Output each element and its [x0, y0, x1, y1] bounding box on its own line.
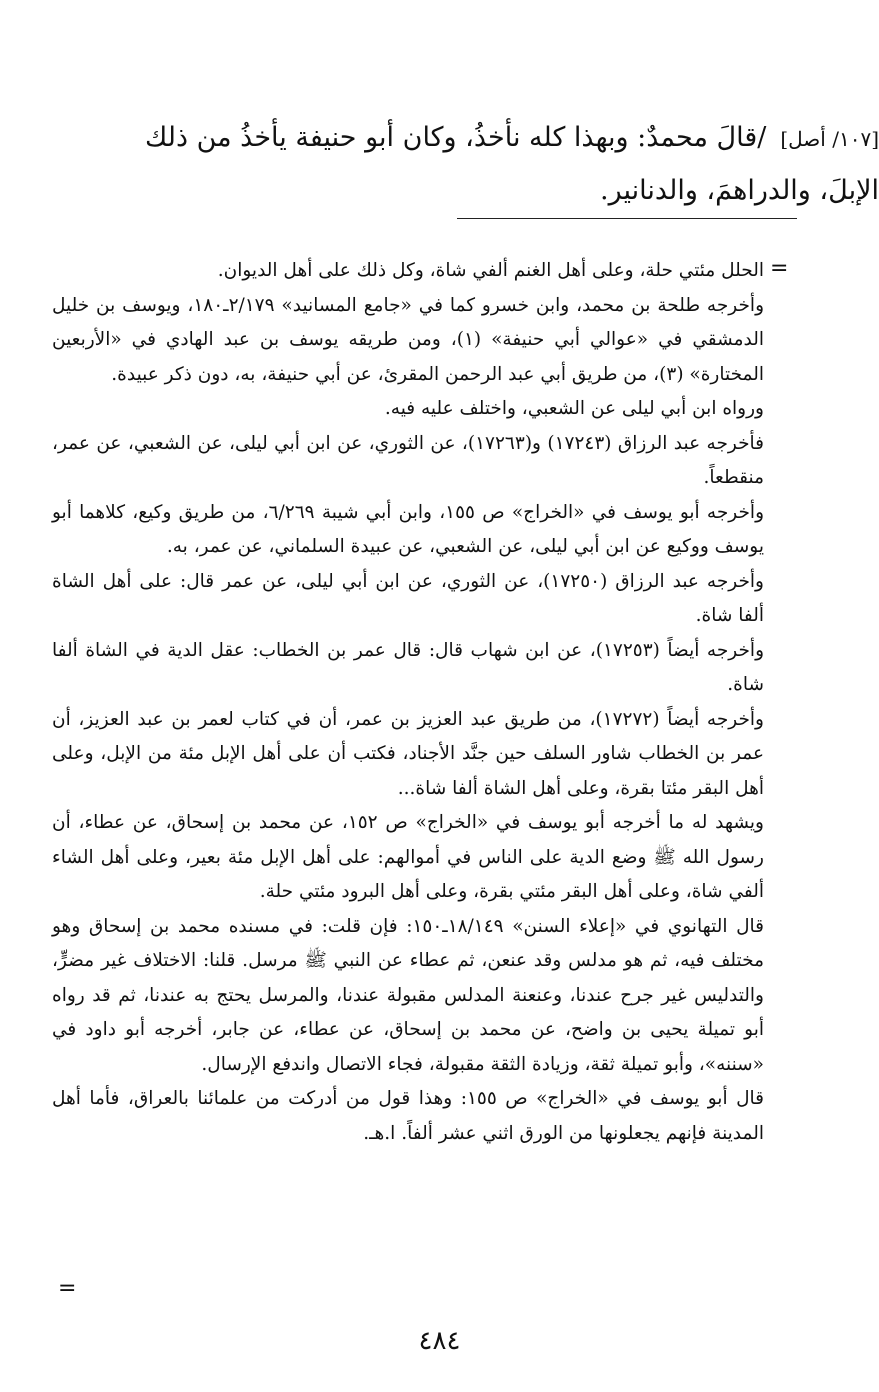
footnote-paragraph: وأخرجه طلحة بن محمد، وابن خسرو كما في «جامع المسانيد» ٢/١٧٩ـ١٨٠، ويوسف بن خليل الدمشقي في «عوالي أبي حنيفة» (١)، ومن طريقه يوسف بن عبد الهادي في «الأربعين المختارة» (٣)، من طريق أبي عبد الرحمن المقرئ، عن أبي حنيفة، به، دون ذكر عبيدة.: [52, 294, 765, 385]
footnote-paragraph: وأخرجه عبد الرزاق (١٧٢٥٠)، عن الثوري، عن ابن أبي ليلى، عن عمر قال: على أهل الشاة ألفا شاة.: [52, 570, 764, 626]
footnote-paragraph: وأخرجه أيضاً (١٧٢٥٣)، عن ابن شهاب قال: قال عمر بن الخطاب: عقل الدية في الشاة ألفا شاة.: [52, 639, 764, 695]
footnote-paragraph: قال أبو يوسف في «الخراج» ص ١٥٥: وهذا قول من أدركت من علمائنا بالعراق، فأما أهل المدينة فإنهم يجعلونها من الورق اثني عشر ألفاً. ا.هـ.: [52, 1088, 764, 1144]
section-marker: [١٠٧/ أصل]: [780, 127, 879, 151]
footnote-paragraph: ويشهد له ما أخرجه أبو يوسف في «الخراج» ص ١٥٢، عن محمد بن إسحاق، عن عطاء، أن رسول الله ﷺ وضع الدية على الناس في أموالهم: على أهل الإبل مئة بعير، وعلى أهل الشاء ألفي شاة، وعلى أهل البقر مئتي بقرة، وعلى أهل البرود مئتي حلة.: [52, 812, 764, 902]
footnotes: [52, 254, 764, 1151]
footnote-paragraph: الحلل مئتي حلة، وعلى أهل الغنم ألفي شاة، وكل ذلك على أهل الديوان.: [217, 260, 764, 281]
footnote-paragraph: ورواه ابن أبي ليلى عن الشعبي، واختلف عليه فيه.: [384, 398, 764, 419]
footnote-paragraph: قال التهانوي في «إعلاء السنن» ١٨/١٤٩ـ١٥٠: فإن قلت: في مسنده محمد بن إسحاق وهو مختلف فيه، ثم هو مدلس وقد عنعن، ثم عطاء عن النبي ﷺ مرسل. قلنا: الاختلاف غير مضرٍّ، والتدليس غير جرح عندنا، وعنعنة المدلس مقبولة عندنا، والمرسل يحتج به عندنا، ثم قد رواه أبو تميلة يحيى بن واضح، عن محمد بن إسحاق، عن عطاء، عن جابر، أخرجه أبو داود في «سننه»، وأبو تميلة ثقة، وزيادة الثقة مقبولة، فجاء الاتصال واندفع الإرسال.: [52, 915, 765, 1075]
footnote-divider: [457, 218, 797, 219]
continuation-mark-top: =: [770, 256, 789, 281]
page-number: ٤٨٤: [418, 1326, 461, 1356]
main-text: /قالَ محمدٌ: وبهذا كله نأخذُ، وكان أبو حنيفة يأخذُ من ذلك الإبلَ، والدراهمَ، والدنانير.: [145, 122, 879, 206]
footnote-paragraph: وأخرجه أيضاً (١٧٢٧٢)، من طريق عبد العزيز بن عمر، أن في كتاب لعمر بن عبد العزيز، أن عمر بن الخطاب شاور السلف حين جنَّد الأجناد، فكتب أن على أهل الإبل مئة من الإبل، وعلى أهل البقر مئتا بقرة، وعلى أهل الشاة ألفا شاة...: [52, 708, 764, 799]
footnote-paragraph: فأخرجه عبد الرزاق (١٧٢٤٣) و(١٧٢٦٣)، عن الثوري، عن ابن أبي ليلى، عن الشعبي، عن عمر، منقطعاً.: [52, 432, 765, 488]
main-text-block: [96, 112, 879, 217]
footnote-paragraph: وأخرجه أبو يوسف في «الخراج» ص ١٥٥، وابن أبي شيبة ٦/٢٦٩، من طريق وكيع، كلاهما أبو يوسف ووكيع عن ابن أبي ليلى، عن الشعبي، عن عبيدة السلماني، عن عمر، به.: [52, 501, 765, 557]
continuation-mark-bottom: =: [58, 1276, 77, 1301]
